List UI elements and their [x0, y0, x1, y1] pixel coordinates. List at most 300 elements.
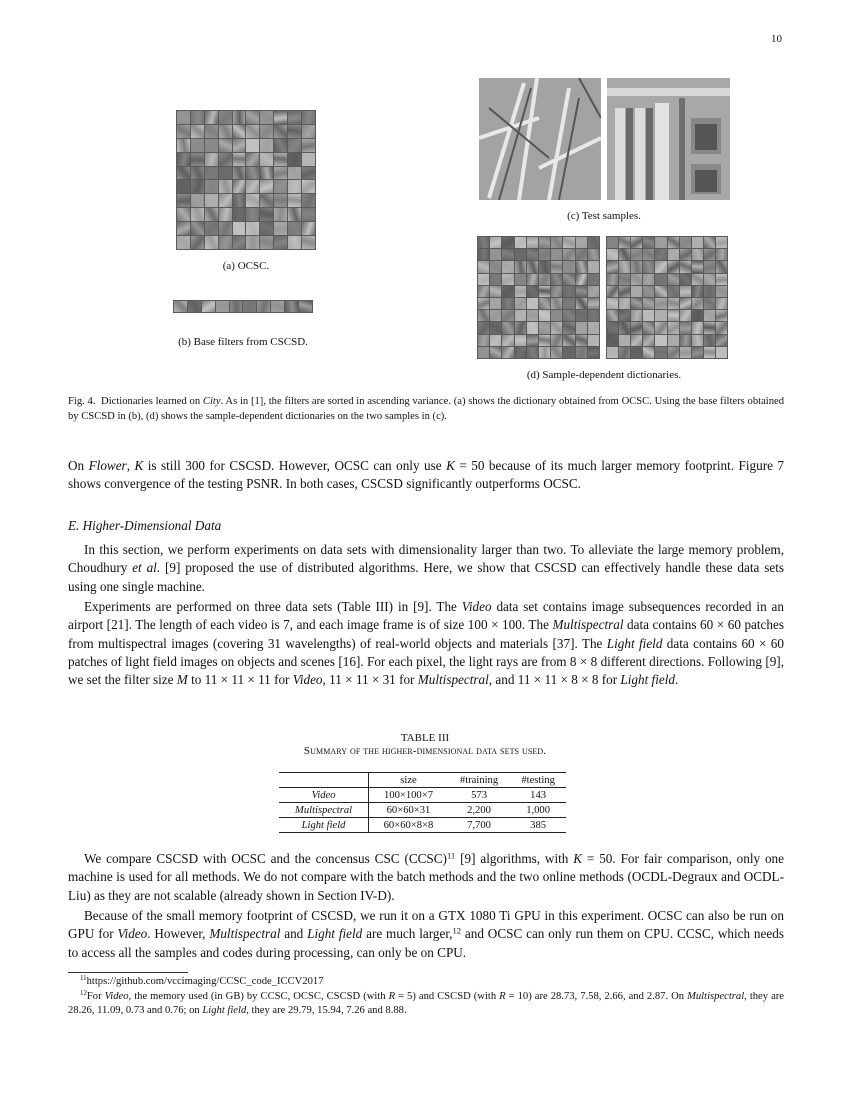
filter-patch	[478, 335, 489, 346]
filter-patch	[246, 167, 259, 180]
paragraph-comparison: We compare CSCSD with OCSC and the concensus CSC (CCSC)$^{11}$ [9] algorithms, with K = 50. For fair comparison, only one machine is used for all methods. We do not compare with the batch methods and the two online methods (OCDL-Degraux and OCDL-Liu) as they are not scalable (already shown in Section IV-D).	[68, 850, 784, 903]
filter-patch	[490, 237, 501, 248]
filter-patch	[668, 347, 679, 358]
filter-patch	[668, 249, 679, 260]
filter-patch	[490, 347, 501, 358]
filter-patch	[680, 274, 691, 285]
filter-patch	[716, 286, 727, 297]
filter-patch	[260, 194, 273, 207]
table-cell: 385	[530, 819, 547, 831]
filter-patch	[490, 274, 501, 285]
filter-patch	[478, 310, 489, 321]
filter-patch	[274, 139, 287, 152]
filter-patch	[704, 322, 715, 333]
filter-patch	[177, 153, 190, 166]
filter-patch	[233, 167, 246, 180]
filter-patch	[271, 301, 284, 312]
filter-patch	[478, 322, 489, 333]
filter-patch	[655, 310, 666, 321]
filter-patch	[502, 322, 513, 333]
filter-patch	[539, 249, 550, 260]
filter-patch	[576, 286, 587, 297]
filter-patch	[588, 322, 599, 333]
table-cell: 7,700	[467, 819, 491, 831]
filter-patch	[576, 322, 587, 333]
filter-patch	[563, 274, 574, 285]
filter-patch	[631, 335, 642, 346]
filter-patch	[716, 335, 727, 346]
filter-patch	[230, 301, 243, 312]
filter-patch	[588, 249, 599, 260]
filter-patch	[260, 167, 273, 180]
filter-patch	[655, 298, 666, 309]
filter-patch	[631, 274, 642, 285]
filter-patch	[607, 347, 618, 358]
filter-patch	[205, 180, 218, 193]
filter-patch	[551, 261, 562, 272]
filter-patch	[527, 310, 538, 321]
filter-patch	[563, 249, 574, 260]
filter-patch	[563, 298, 574, 309]
filter-patch	[680, 310, 691, 321]
filter-patch	[246, 208, 259, 221]
subcaption-d: (d) Sample-dependent dictionaries.	[526, 369, 682, 381]
filter-patch	[274, 153, 287, 166]
filter-patch	[551, 286, 562, 297]
filter-patch	[219, 236, 232, 249]
filter-patch	[490, 249, 501, 260]
filter-patch	[515, 274, 526, 285]
filter-patch	[619, 322, 630, 333]
table-cell: Light field	[279, 818, 369, 833]
filter-patch	[704, 237, 715, 248]
filter-patch	[716, 310, 727, 321]
filter-patch	[274, 111, 287, 124]
filter-patch	[246, 153, 259, 166]
filter-patch	[527, 286, 538, 297]
filter-patch	[478, 274, 489, 285]
filter-patch	[174, 301, 187, 312]
test-sample-flower-image	[479, 78, 601, 200]
filter-patch	[704, 286, 715, 297]
filter-patch	[680, 298, 691, 309]
filter-patch	[643, 335, 654, 346]
filter-patch	[576, 298, 587, 309]
filter-patch	[288, 208, 301, 221]
filter-patch	[563, 237, 574, 248]
filter-patch	[527, 261, 538, 272]
filter-patch	[274, 125, 287, 138]
section-heading: E. Higher-Dimensional Data	[68, 518, 222, 533]
filter-patch	[502, 286, 513, 297]
filter-patch	[246, 139, 259, 152]
filter-patch	[219, 194, 232, 207]
filter-patch	[502, 237, 513, 248]
subcaption-a: (a) OCSC.	[222, 260, 270, 272]
filter-patch	[191, 125, 204, 138]
filter-patch	[177, 194, 190, 207]
table-row	[279, 818, 566, 833]
filter-patch	[233, 139, 246, 152]
filter-patch	[205, 222, 218, 235]
filter-patch	[539, 322, 550, 333]
filter-patch	[288, 167, 301, 180]
filter-patch	[619, 310, 630, 321]
filter-patch	[219, 153, 232, 166]
table-row	[279, 803, 566, 818]
filter-patch	[619, 335, 630, 346]
filter-patch	[655, 322, 666, 333]
filter-patch	[668, 298, 679, 309]
filter-patch	[205, 139, 218, 152]
filter-patch	[607, 249, 618, 260]
filter-patch	[692, 261, 703, 272]
filter-patch	[704, 298, 715, 309]
filter-patch	[527, 237, 538, 248]
filter-patch	[619, 347, 630, 358]
filter-patch	[588, 335, 599, 346]
filter-patch	[246, 236, 259, 249]
filter-patch	[246, 194, 259, 207]
filter-patch	[527, 335, 538, 346]
filter-patch	[205, 167, 218, 180]
filter-patch	[515, 286, 526, 297]
filter-patch	[233, 153, 246, 166]
filter-patch	[551, 298, 562, 309]
filter-patch	[205, 153, 218, 166]
base-filters-image	[173, 300, 313, 313]
filter-patch	[274, 208, 287, 221]
filter-patch	[551, 237, 562, 248]
filter-patch	[246, 222, 259, 235]
filter-patch	[288, 194, 301, 207]
filter-patch	[631, 237, 642, 248]
filter-patch	[692, 298, 703, 309]
filter-patch	[205, 236, 218, 249]
filter-patch	[563, 286, 574, 297]
filter-patch	[576, 261, 587, 272]
filter-patch	[588, 274, 599, 285]
filter-patch	[692, 274, 703, 285]
filter-patch	[490, 322, 501, 333]
filter-patch	[515, 322, 526, 333]
filter-patch	[704, 274, 715, 285]
filter-patch	[576, 274, 587, 285]
filter-patch	[302, 180, 315, 193]
filter-patch	[692, 335, 703, 346]
sample-dependent-dictionary-flower	[477, 236, 600, 359]
filter-patch	[668, 274, 679, 285]
footnote-mark: 12	[80, 990, 87, 998]
filter-patch	[260, 222, 273, 235]
filter-patch	[502, 274, 513, 285]
table-cell: 573	[471, 789, 487, 801]
ocsc-dictionary-image	[176, 110, 316, 250]
filter-patch	[704, 249, 715, 260]
footnote-mark: 11	[80, 975, 87, 983]
filter-patch	[551, 274, 562, 285]
filter-patch	[478, 261, 489, 272]
filter-patch	[233, 222, 246, 235]
filter-patch	[219, 139, 232, 152]
filter-patch	[177, 125, 190, 138]
paragraph-intro: In this section, we perform experiments on data sets with dimensionality larger than two. To alleviate the large memory problem, Choudhury et al. [9] proposed the use of distributed algorithms. Here, we show that CSCSD can effectively handle these data sets using one single machine.	[68, 542, 785, 594]
filter-patch	[539, 274, 550, 285]
filter-patch	[288, 111, 301, 124]
filter-patch	[302, 208, 315, 221]
filter-patch	[643, 249, 654, 260]
filter-patch	[478, 347, 489, 358]
filter-patch	[607, 261, 618, 272]
filter-patch	[619, 274, 630, 285]
filter-patch	[216, 301, 229, 312]
table-header-cell: #testing	[521, 774, 555, 786]
filter-patch	[288, 139, 301, 152]
filter-patch	[619, 237, 630, 248]
filter-patch	[539, 237, 550, 248]
filter-patch	[502, 347, 513, 358]
filter-patch	[551, 347, 562, 358]
filter-patch	[302, 153, 315, 166]
filter-patch	[219, 208, 232, 221]
table-cell: 143	[530, 789, 547, 801]
filter-patch	[233, 194, 246, 207]
filter-patch	[704, 335, 715, 346]
filter-patch	[233, 180, 246, 193]
table-header-cell	[279, 773, 369, 788]
filter-patch	[233, 208, 246, 221]
filter-patch	[515, 335, 526, 346]
filter-patch	[655, 249, 666, 260]
filter-patch	[527, 322, 538, 333]
filter-patch	[643, 286, 654, 297]
filter-patch	[302, 222, 315, 235]
filter-patch	[607, 237, 618, 248]
filter-patch	[527, 249, 538, 260]
filter-patch	[246, 180, 259, 193]
table-cell: 2,200	[467, 804, 491, 816]
filter-patch	[680, 249, 691, 260]
filter-patch	[619, 261, 630, 272]
filter-patch	[219, 111, 232, 124]
filter-patch	[260, 180, 273, 193]
filter-patch	[668, 335, 679, 346]
filter-patch	[177, 208, 190, 221]
filter-patch	[219, 167, 232, 180]
filter-patch	[539, 261, 550, 272]
page-number: 10	[771, 33, 782, 45]
footnote-11	[68, 975, 784, 989]
filter-patch	[655, 286, 666, 297]
filter-patch	[607, 322, 618, 333]
filter-patch	[551, 249, 562, 260]
filter-patch	[631, 261, 642, 272]
filter-patch	[288, 222, 301, 235]
filter-patch	[302, 125, 315, 138]
filter-patch	[607, 298, 618, 309]
filter-patch	[619, 249, 630, 260]
filter-patch	[643, 310, 654, 321]
filter-patch	[490, 286, 501, 297]
filter-patch	[655, 261, 666, 272]
figure-caption: Fig. 4. Dictionaries learned on City. As in [1], the filters are sorted in ascending variance. (a) shows the dictionary obtained from OCSC. Using the base filters obtained by CSCSD in (b), (d) shows the sample-dependent dictionaries on the two samples in (c).	[68, 396, 785, 422]
filter-patch	[274, 194, 287, 207]
filter-patch	[233, 111, 246, 124]
filter-patch	[490, 298, 501, 309]
filter-patch	[274, 180, 287, 193]
filter-patch	[588, 237, 599, 248]
table-cell: Multispectral	[279, 803, 369, 818]
filter-patch	[680, 286, 691, 297]
filter-patch	[527, 347, 538, 358]
filter-patch	[191, 222, 204, 235]
filter-patch	[576, 310, 587, 321]
filter-patch	[631, 347, 642, 358]
footnote-link[interactable]: https://github.com/vccimaging/CCSC_code_ICCV2017	[86, 976, 324, 987]
table-header-row	[279, 773, 566, 788]
filter-patch	[692, 322, 703, 333]
filter-patch	[205, 125, 218, 138]
filter-patch	[191, 236, 204, 249]
filter-patch	[191, 208, 204, 221]
filter-patch	[655, 347, 666, 358]
filter-patch	[490, 335, 501, 346]
filter-patch	[668, 286, 679, 297]
filter-patch	[515, 261, 526, 272]
filter-patch	[177, 139, 190, 152]
filter-patch	[643, 298, 654, 309]
filter-patch	[692, 310, 703, 321]
filter-patch	[243, 301, 256, 312]
filter-patch	[202, 301, 215, 312]
filter-patch	[233, 236, 246, 249]
filter-patch	[502, 261, 513, 272]
filter-patch	[515, 298, 526, 309]
filter-patch	[607, 286, 618, 297]
filter-patch	[478, 249, 489, 260]
table-cell: 1,000	[526, 804, 551, 816]
filter-patch	[619, 286, 630, 297]
filter-patch	[563, 261, 574, 272]
filter-patch	[680, 335, 691, 346]
filter-patch	[502, 249, 513, 260]
dataset-name: City	[202, 396, 221, 407]
filter-patch	[588, 298, 599, 309]
test-sample-building-image	[607, 78, 730, 200]
filter-patch	[551, 335, 562, 346]
filter-patch	[515, 249, 526, 260]
paragraph-flower: On Flower, K is still 300 for CSCSD. However, OCSC can only use K = 50 because of its much larger memory footprint. Figure 7 shows convergence of the testing PSNR. In both cases, CSCSD significantly outperforms OCSC.	[68, 458, 785, 492]
filter-patch	[246, 125, 259, 138]
filter-patch	[576, 237, 587, 248]
filter-patch	[274, 222, 287, 235]
filter-patch	[191, 139, 204, 152]
filter-patch	[233, 125, 246, 138]
filter-patch	[490, 310, 501, 321]
filter-patch	[655, 335, 666, 346]
filter-patch	[588, 347, 599, 358]
filter-patch	[576, 249, 587, 260]
table-caption: Summary of the higher-dimensional data sets used.	[303, 745, 547, 757]
filter-patch	[288, 153, 301, 166]
filter-patch	[692, 347, 703, 358]
filter-patch	[478, 237, 489, 248]
filter-patch	[551, 322, 562, 333]
filter-patch	[260, 125, 273, 138]
filter-patch	[302, 111, 315, 124]
filter-patch	[631, 310, 642, 321]
filter-patch	[260, 153, 273, 166]
table-cell: Video	[279, 788, 369, 803]
filter-patch	[478, 298, 489, 309]
filter-patch	[668, 322, 679, 333]
filter-patch	[299, 301, 312, 312]
filter-patch	[551, 310, 562, 321]
table-cell: 60×60×8×8	[383, 819, 434, 831]
filter-patch	[588, 286, 599, 297]
filter-patch	[607, 274, 618, 285]
filter-patch	[177, 222, 190, 235]
filter-patch	[515, 310, 526, 321]
filter-patch	[177, 236, 190, 249]
filter-patch	[631, 286, 642, 297]
filter-patch	[643, 322, 654, 333]
filter-patch	[680, 322, 691, 333]
filter-patch	[246, 111, 259, 124]
table-cell: 100×100×7	[383, 789, 433, 801]
filter-patch	[643, 274, 654, 285]
table-row	[279, 788, 566, 803]
footnote-rule	[68, 972, 188, 973]
filter-patch	[539, 335, 550, 346]
filter-patch	[260, 111, 273, 124]
filter-patch	[188, 301, 201, 312]
figure-label: Fig. 4.	[68, 396, 96, 407]
filter-patch	[607, 335, 618, 346]
filter-patch	[716, 237, 727, 248]
filter-patch	[643, 237, 654, 248]
filter-patch	[588, 261, 599, 272]
table-number: TABLE III	[400, 732, 450, 744]
sample-dependent-dictionary-building	[606, 236, 728, 359]
filter-patch	[219, 180, 232, 193]
footnote-12: $^{12}$For Video, the memory used (in GB) by CCSC, OCSC, CSCSD (with R = 5) and CSCSD (with R = 10) are 28.73, 7.58, 2.66, and 2.87. On Multispectral, they are 28.26, 11.09, 0.73 and 0.76; on Light field, they are 29.79, 15.94, 7.26 and 8.88.	[68, 990, 784, 1016]
filter-patch	[716, 322, 727, 333]
filter-patch	[502, 335, 513, 346]
paragraph-gpu: Because of the small memory footprint of CSCSD, we run it on a GTX 1080 Ti GPU in this experiment. OCSC can also be run on GPU for Video. However, Multispectral and Light field are much larger,$^{12}$ and OCSC can only run them on CPU. CCSC, which needs to access all the samples and codes during processing, can only be on CPU.	[68, 908, 784, 960]
table-header-cell: size	[400, 774, 417, 786]
filter-patch	[274, 167, 287, 180]
filter-patch	[576, 347, 587, 358]
filter-patch	[515, 237, 526, 248]
filter-patch	[527, 274, 538, 285]
filter-patch	[288, 180, 301, 193]
table-header-cell: #training	[459, 774, 499, 786]
filter-patch	[490, 261, 501, 272]
filter-patch	[260, 236, 273, 249]
filter-patch	[563, 335, 574, 346]
filter-patch	[704, 347, 715, 358]
filter-patch	[302, 167, 315, 180]
filter-patch	[191, 194, 204, 207]
filter-patch	[191, 167, 204, 180]
filter-patch	[260, 139, 273, 152]
filter-patch	[704, 261, 715, 272]
filter-patch	[668, 261, 679, 272]
filter-patch	[643, 261, 654, 272]
datasets-table	[279, 772, 566, 833]
filter-patch	[563, 347, 574, 358]
